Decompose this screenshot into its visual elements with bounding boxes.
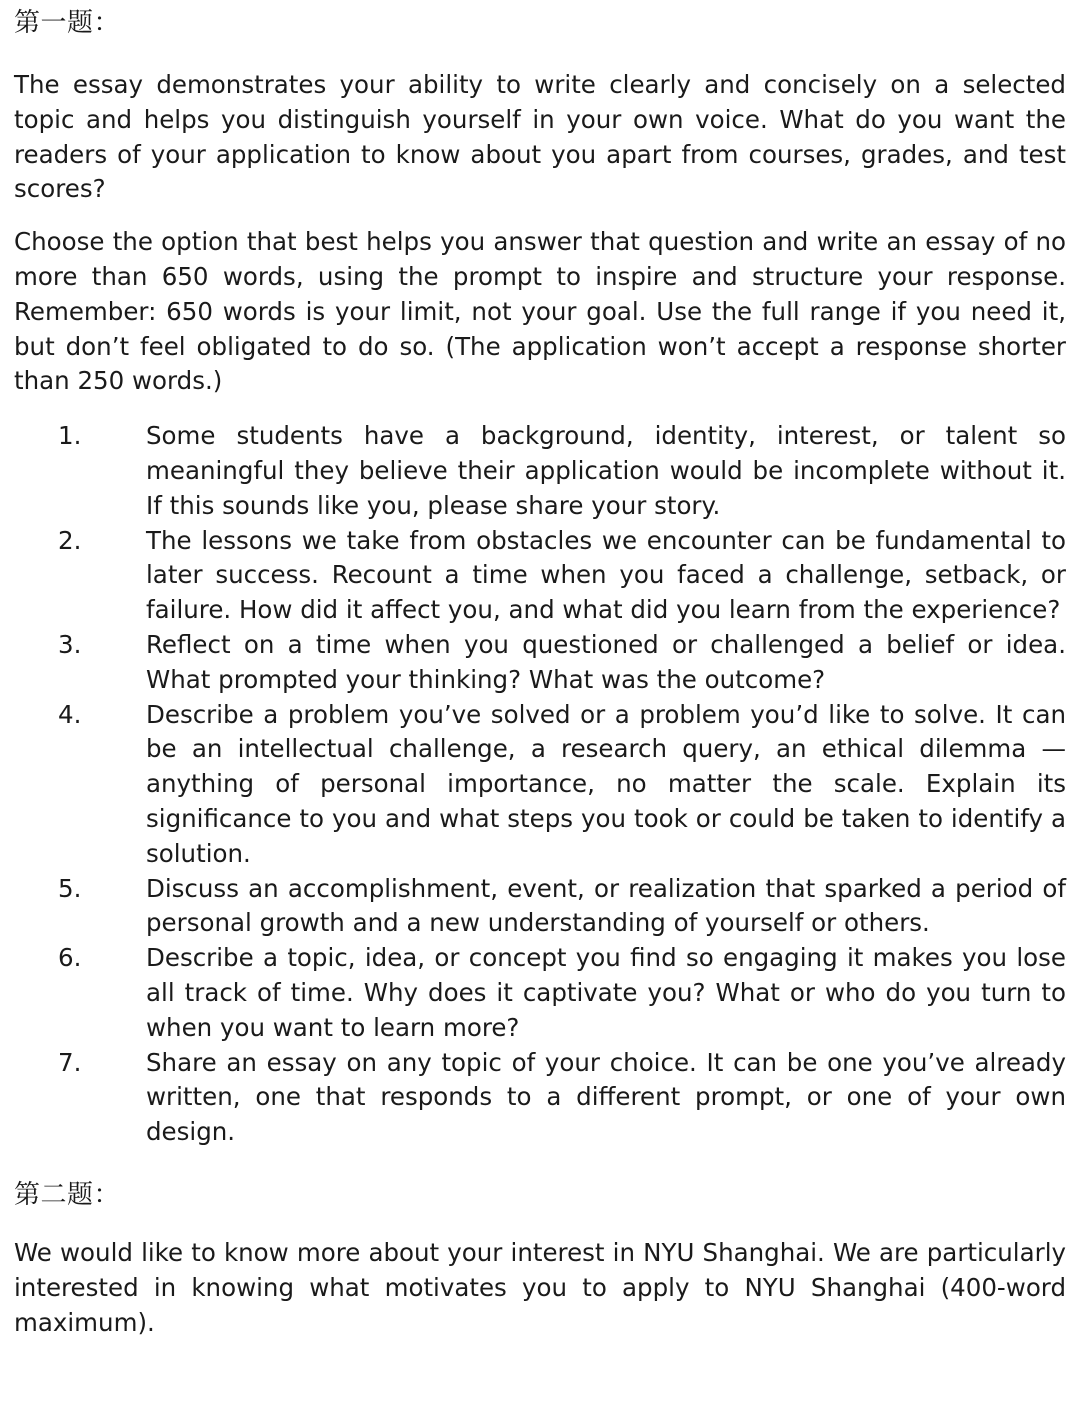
option-number: 6. [58, 943, 82, 973]
question-1-instructions: Choose the option that best helps you answer that question and write an essay of no more than 650 words, using the prompt to inspire and structure your response. Remember: 650 words is your limit, not your goal. Use the full range if you need it, but don’t feel obligated to do so. (The application won’t accept a response shorter than 250 words.) [14, 227, 1066, 396]
option-text: The lessons we take from obstacles we encounter can be fundamental to later success. Recount a time when you faced a challenge, setback, or failure. How did it affect you, and what did you learn from the experience? [146, 525, 1066, 625]
option-text: Share an essay on any topic of your choice. It can be one you’ve already written, one that responds to a different prompt, or one of your own design. [146, 1047, 1066, 1147]
option-text: Some students have a background, identity, interest, or talent so meaningful they believe their application would be incomplete without it. If this sounds like you, please share your story. [146, 421, 1066, 520]
option-text: Describe a problem you’ve solved or a problem you’d like to solve. It can be an intellectual challenge, a research query, an ethical dilemma — anything of personal importance, no matter the scale. Explain its significance to you and what steps you took or could be taken to identify a solution. [146, 699, 1066, 868]
prompt-option-4 [14, 698, 1066, 872]
prompt-options-list [14, 419, 1066, 1150]
option-number: 1. [58, 421, 82, 451]
option-number: 2. [58, 525, 82, 555]
option-number: 3. [58, 629, 82, 659]
prompt-option-5 [14, 872, 1066, 942]
prompt-option-1 [14, 419, 1066, 523]
prompt-option-7 [14, 1046, 1066, 1150]
prompt-option-2 [14, 524, 1066, 628]
prompt-option-3 [14, 628, 1066, 698]
question-1-heading: 第一题： [14, 8, 121, 38]
essay-prompts-document [14, 0, 1066, 1340]
option-number: 4. [58, 699, 82, 729]
prompt-option-6 [14, 941, 1066, 1045]
option-number: 7. [58, 1047, 82, 1077]
option-text: Discuss an accomplishment, event, or realization that sparked a period of personal growth and a new understanding of yourself or others. [146, 873, 1066, 938]
option-number: 5. [58, 873, 82, 903]
question-1-intro: The essay demonstrates your ability to write clearly and concisely on a selected topic and helps you distinguish yourself in your own voice. What do you want the readers of your application to know about you apart from courses, grades, and test scores? [14, 70, 1066, 204]
option-text: Reflect on a time when you questioned or challenged a belief or idea. What prompted your thinking? What was the outcome? [146, 629, 1066, 694]
question-2-text: We would like to know more about your interest in NYU Shanghai. We are particularly interested in knowing what motivates you to apply to NYU Shanghai (400-word maximum). [14, 1237, 1066, 1337]
question-2-heading: 第二题： [14, 1179, 121, 1210]
option-text: Describe a topic, idea, or concept you find so engaging it makes you lose all track of time. Why does it captivate you? What or who do you turn to when you want to learn more? [146, 943, 1066, 1042]
